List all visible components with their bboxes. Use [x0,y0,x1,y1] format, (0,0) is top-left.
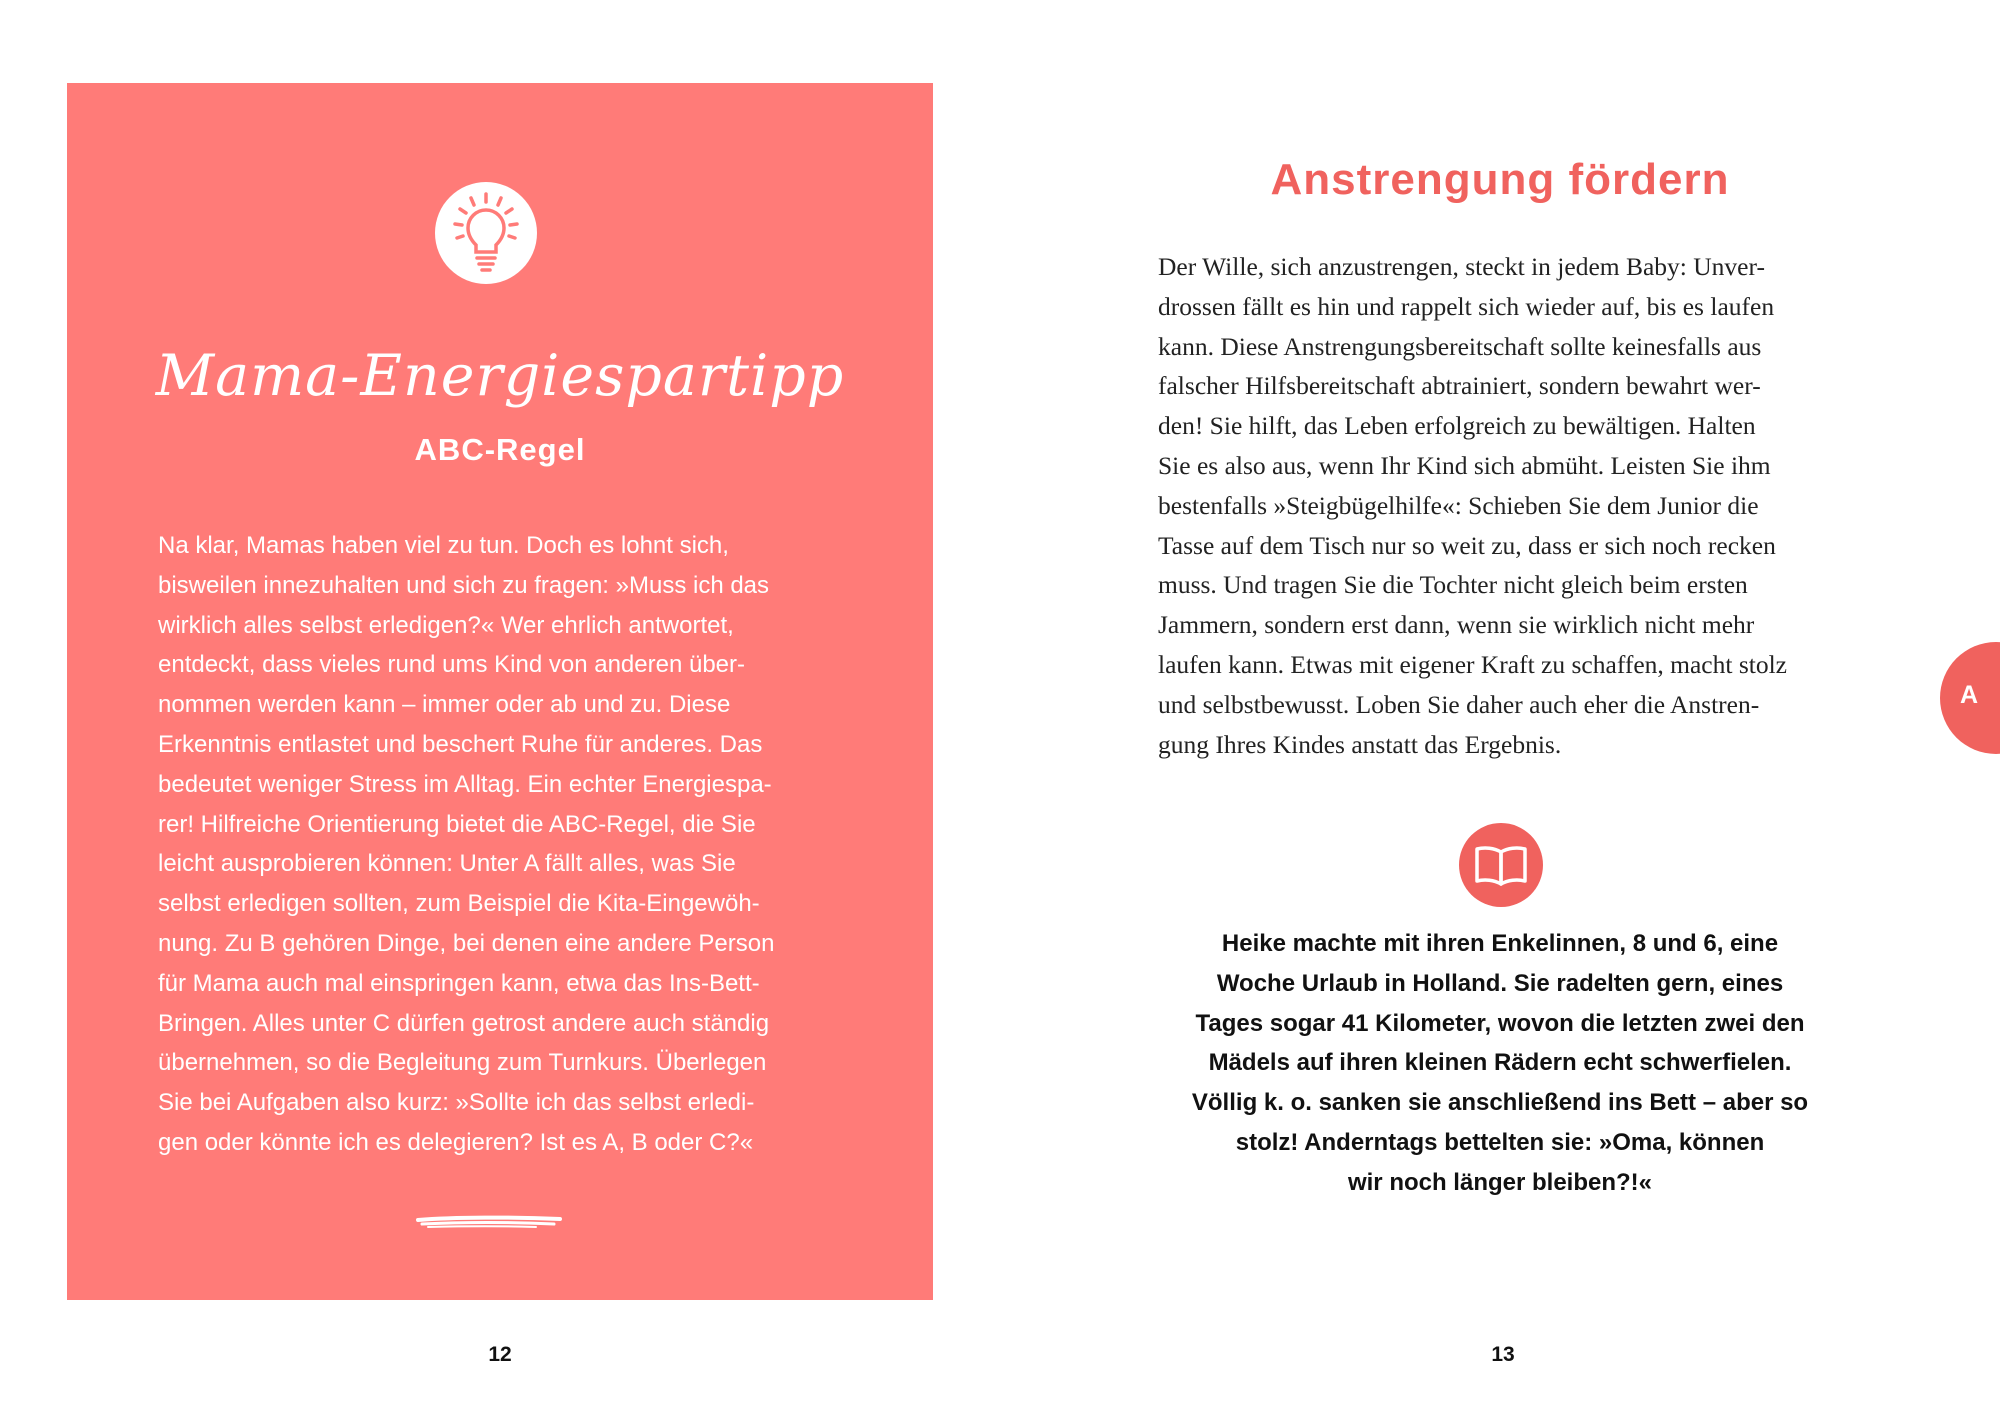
tip-title: Mama-Energiespartipp [155,343,845,409]
tip-line: gen oder könnte ich es delegieren? Ist es A, B oder C?« [158,1128,754,1156]
book-badge [1459,823,1543,907]
tip-line: Erkenntnis entlastet und beschert Ruhe für anderes. Das [158,730,763,758]
tip-line: leicht ausprobieren können: Unter A fällt alles, was Sie [158,850,736,878]
body-line: Tasse auf dem Tisch nur so weit zu, dass er sich noch recken [1158,530,1776,560]
open-book-icon [1459,823,1543,907]
tip-line: für Mama auch mal einspringen kann, etwa das Ins-Bett- [158,969,760,997]
anecdote-text [1000,924,2000,1203]
tip-line: wirklich alles selbst erledigen?« Wer ehrlich antwortet, [158,611,734,639]
body-line: Sie es also aus, wenn Ihr Kind sich abmüht. Leisten Sie ihm [1158,450,1771,480]
body-line: den! Sie hilft, das Leben erfolgreich zu bewältigen. Halten [1158,411,1756,441]
tip-line: rer! Hilfreiche Orientierung bietet die ABC-Regel, die Sie [158,810,756,838]
body-line: Jammern, sondern erst dann, wenn sie wirklich nicht mehr [1158,610,1755,640]
tip-line: entdeckt, dass vieles rund ums Kind von anderen über- [158,651,746,679]
anecdote-line: Mädels auf ihren kleinen Rädern echt schwerfielen. [1208,1049,1792,1077]
anecdote-line: stolz! Anderntags bettelten sie: »Oma, können [1235,1128,1765,1156]
tip-line: übernehmen, so die Begleitung zum Turnkurs. Überlegen [158,1049,767,1077]
anecdote-line: Tages sogar 41 Kilometer, wovon die letzten zwei den [1195,1009,1805,1037]
tip-subtitle: ABC-Regel [414,432,586,467]
tip-line: nommen werden kann – immer oder ab und zu. Diese [158,691,731,719]
body-line: und selbstbewusst. Loben Sie daher auch eher die Anstren- [1158,689,1760,719]
tip-line: Bringen. Alles unter C dürfen getrost andere auch ständig [158,1009,770,1037]
body-text [1158,247,1878,764]
thumb-tab-label: A [1960,681,1979,709]
body-line: kann. Diese Anstrengungsbereitschaft sollte keinesfalls aus [1158,331,1762,361]
lightbulb-icon [435,182,537,284]
anecdote-line: Völlig k. o. sanken sie anschließend ins Bett – aber so [1191,1089,1809,1117]
brush-stroke-divider [414,1212,564,1232]
right-page [1000,0,2000,1414]
lightbulb-badge [435,182,537,284]
tip-line: bisweilen innezuhalten und sich zu fragen: »Muss ich das [158,571,770,599]
anecdote-line: Heike machte mit ihren Enkelinnen, 8 und 6, eine [1221,930,1779,957]
tip-line: bedeutet weniger Stress im Alltag. Ein echter Energiespa- [158,770,772,798]
page-number: 12 [488,1343,512,1366]
body-line: falscher Hilfsbereitschaft abtrainiert, sondern bewahrt wer- [1158,371,1761,401]
anecdote-line: wir noch länger bleiben?!« [1347,1168,1653,1196]
section-title: Anstrengung fördern [1270,155,1730,204]
tip-line: selbst erledigen sollten, zum Beispiel die Kita-Eingewöh- [158,890,760,918]
body-line: drossen fällt es hin und rappelt sich wieder auf, bis es laufen [1158,291,1775,321]
anecdote-line: Woche Urlaub in Holland. Sie radelten gern, eines [1216,969,1784,997]
tip-line: Sie bei Aufgaben also kurz: »Sollte ich das selbst erledi- [158,1089,755,1117]
tip-line: nung. Zu B gehören Dinge, bei denen eine andere Person [158,929,775,957]
body-line: muss. Und tragen Sie die Tochter nicht gleich beim ersten [1158,570,1748,600]
body-line: gung Ihres Kindes anstatt das Ergebnis. [1158,729,1562,759]
page-number: 13 [1491,1343,1515,1366]
tip-box [67,83,933,1300]
body-line: bestenfalls »Steigbügelhilfe«: Schieben Sie dem Junior die [1158,490,1759,520]
tip-line: Na klar, Mamas haben viel zu tun. Doch es lohnt sich, [158,532,729,559]
body-line: Der Wille, sich anzustrengen, steckt in jedem Baby: Unver- [1158,252,1765,281]
body-line: laufen kann. Etwas mit eigener Kraft zu schaffen, macht stolz [1158,649,1787,679]
tip-text [158,526,858,1163]
